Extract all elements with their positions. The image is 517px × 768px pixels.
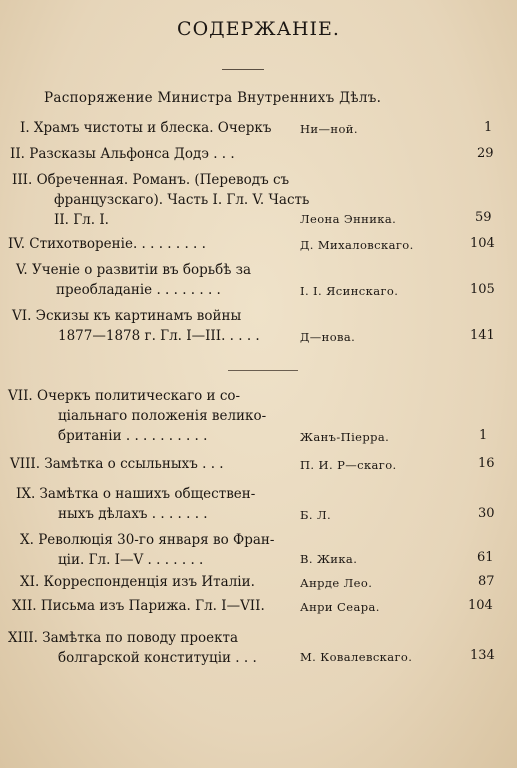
entry-author: Леона Энника. [300, 212, 397, 226]
entry-title-line: ныхъ дѣлахъ . . . . . . . [58, 506, 208, 522]
entry-title-line: VI. Эскизы къ картинамъ войны [12, 308, 242, 324]
entry-page-number: 141 [470, 328, 495, 343]
entry-title-line: болгарской конституцiи . . . [58, 650, 257, 666]
sub-header: Распоряжение Министра Внутреннихъ Дѣлъ. [44, 90, 382, 106]
entry-author: Д—нова. [300, 330, 356, 344]
entry-title-line: III. Обреченная. Романъ. (Переводъ съ [12, 172, 290, 188]
entry-page-number: 30 [478, 506, 495, 521]
entry-page-number: 29 [477, 146, 494, 161]
entry-title-line: I. Храмъ чистоты и блеска. Очеркъ [20, 120, 272, 136]
entry-page-number: 87 [478, 574, 495, 589]
entry-page-number: 16 [478, 456, 495, 471]
entry-author: В. Жика. [300, 552, 358, 566]
entry-author: Анрде Лео. [300, 576, 373, 590]
entry-title-line: XI. Корреспонденцiя изъ Италiи. [20, 574, 255, 590]
entry-author: I. I. Ясинскаго. [300, 284, 399, 298]
entry-title-line: цiи. Гл. I—V . . . . . . . [58, 552, 204, 568]
entry-author: Б. Л. [300, 508, 332, 522]
entry-page-number: 104 [468, 598, 493, 613]
entry-page-number: 61 [477, 550, 494, 565]
section-divider [228, 370, 298, 371]
entry-title-line: XIII. Замѣтка по поводу проекта [8, 630, 239, 646]
entry-author: Ни—ной. [300, 122, 358, 136]
entry-title-line: 1877—1878 г. Гл. I—III. . . . . [58, 328, 260, 344]
entry-title-line: II. Разсказы Альфонса Додэ . . . [10, 146, 235, 162]
entry-title-line: французскаго). Часть I. Гл. V. Часть [54, 192, 310, 208]
page-title: СОДЕРЖАНIE. [177, 18, 340, 40]
entry-title-line: преобладанiе . . . . . . . . [56, 282, 221, 298]
entry-page-number: 1 [479, 428, 488, 443]
entry-page-number: 1 [484, 120, 493, 135]
entry-author: Д. Михаловскаго. [300, 238, 414, 252]
entry-title-line: V. Ученiе о развитiи въ борьбѣ за [16, 262, 252, 278]
entry-author: М. Ковалевскаго. [300, 650, 413, 664]
entry-title-line: VII. Очеркъ политическаго и со- [8, 388, 241, 404]
entry-title-line: IX. Замѣтка о нашихъ обществен- [16, 486, 256, 502]
entry-page-number: 134 [470, 648, 495, 663]
entry-title-line: британiи . . . . . . . . . . [58, 428, 208, 444]
title-rule [222, 69, 264, 70]
entry-title-line: X. Революцiя 30-го января во Фран- [20, 532, 275, 548]
entry-title-line: цiальнаго положенiя велико- [58, 408, 267, 424]
entry-title-line: II. Гл. I. [54, 212, 109, 228]
entry-page-number: 59 [475, 210, 492, 225]
entry-page-number: 104 [470, 236, 495, 251]
entry-author: Анри Сеара. [300, 600, 380, 614]
entry-title-line: VIII. Замѣтка о ссыльныхъ . . . [10, 456, 224, 472]
entry-title-line: XII. Письма изъ Парижа. Гл. I—VII. [12, 598, 265, 614]
entry-title-line: IV. Стихотворенiе. . . . . . . . . [8, 236, 206, 252]
entry-author: Жанъ-Пiерра. [300, 430, 390, 444]
entry-author: П. И. Р—скаго. [300, 458, 397, 472]
entry-page-number: 105 [470, 282, 495, 297]
